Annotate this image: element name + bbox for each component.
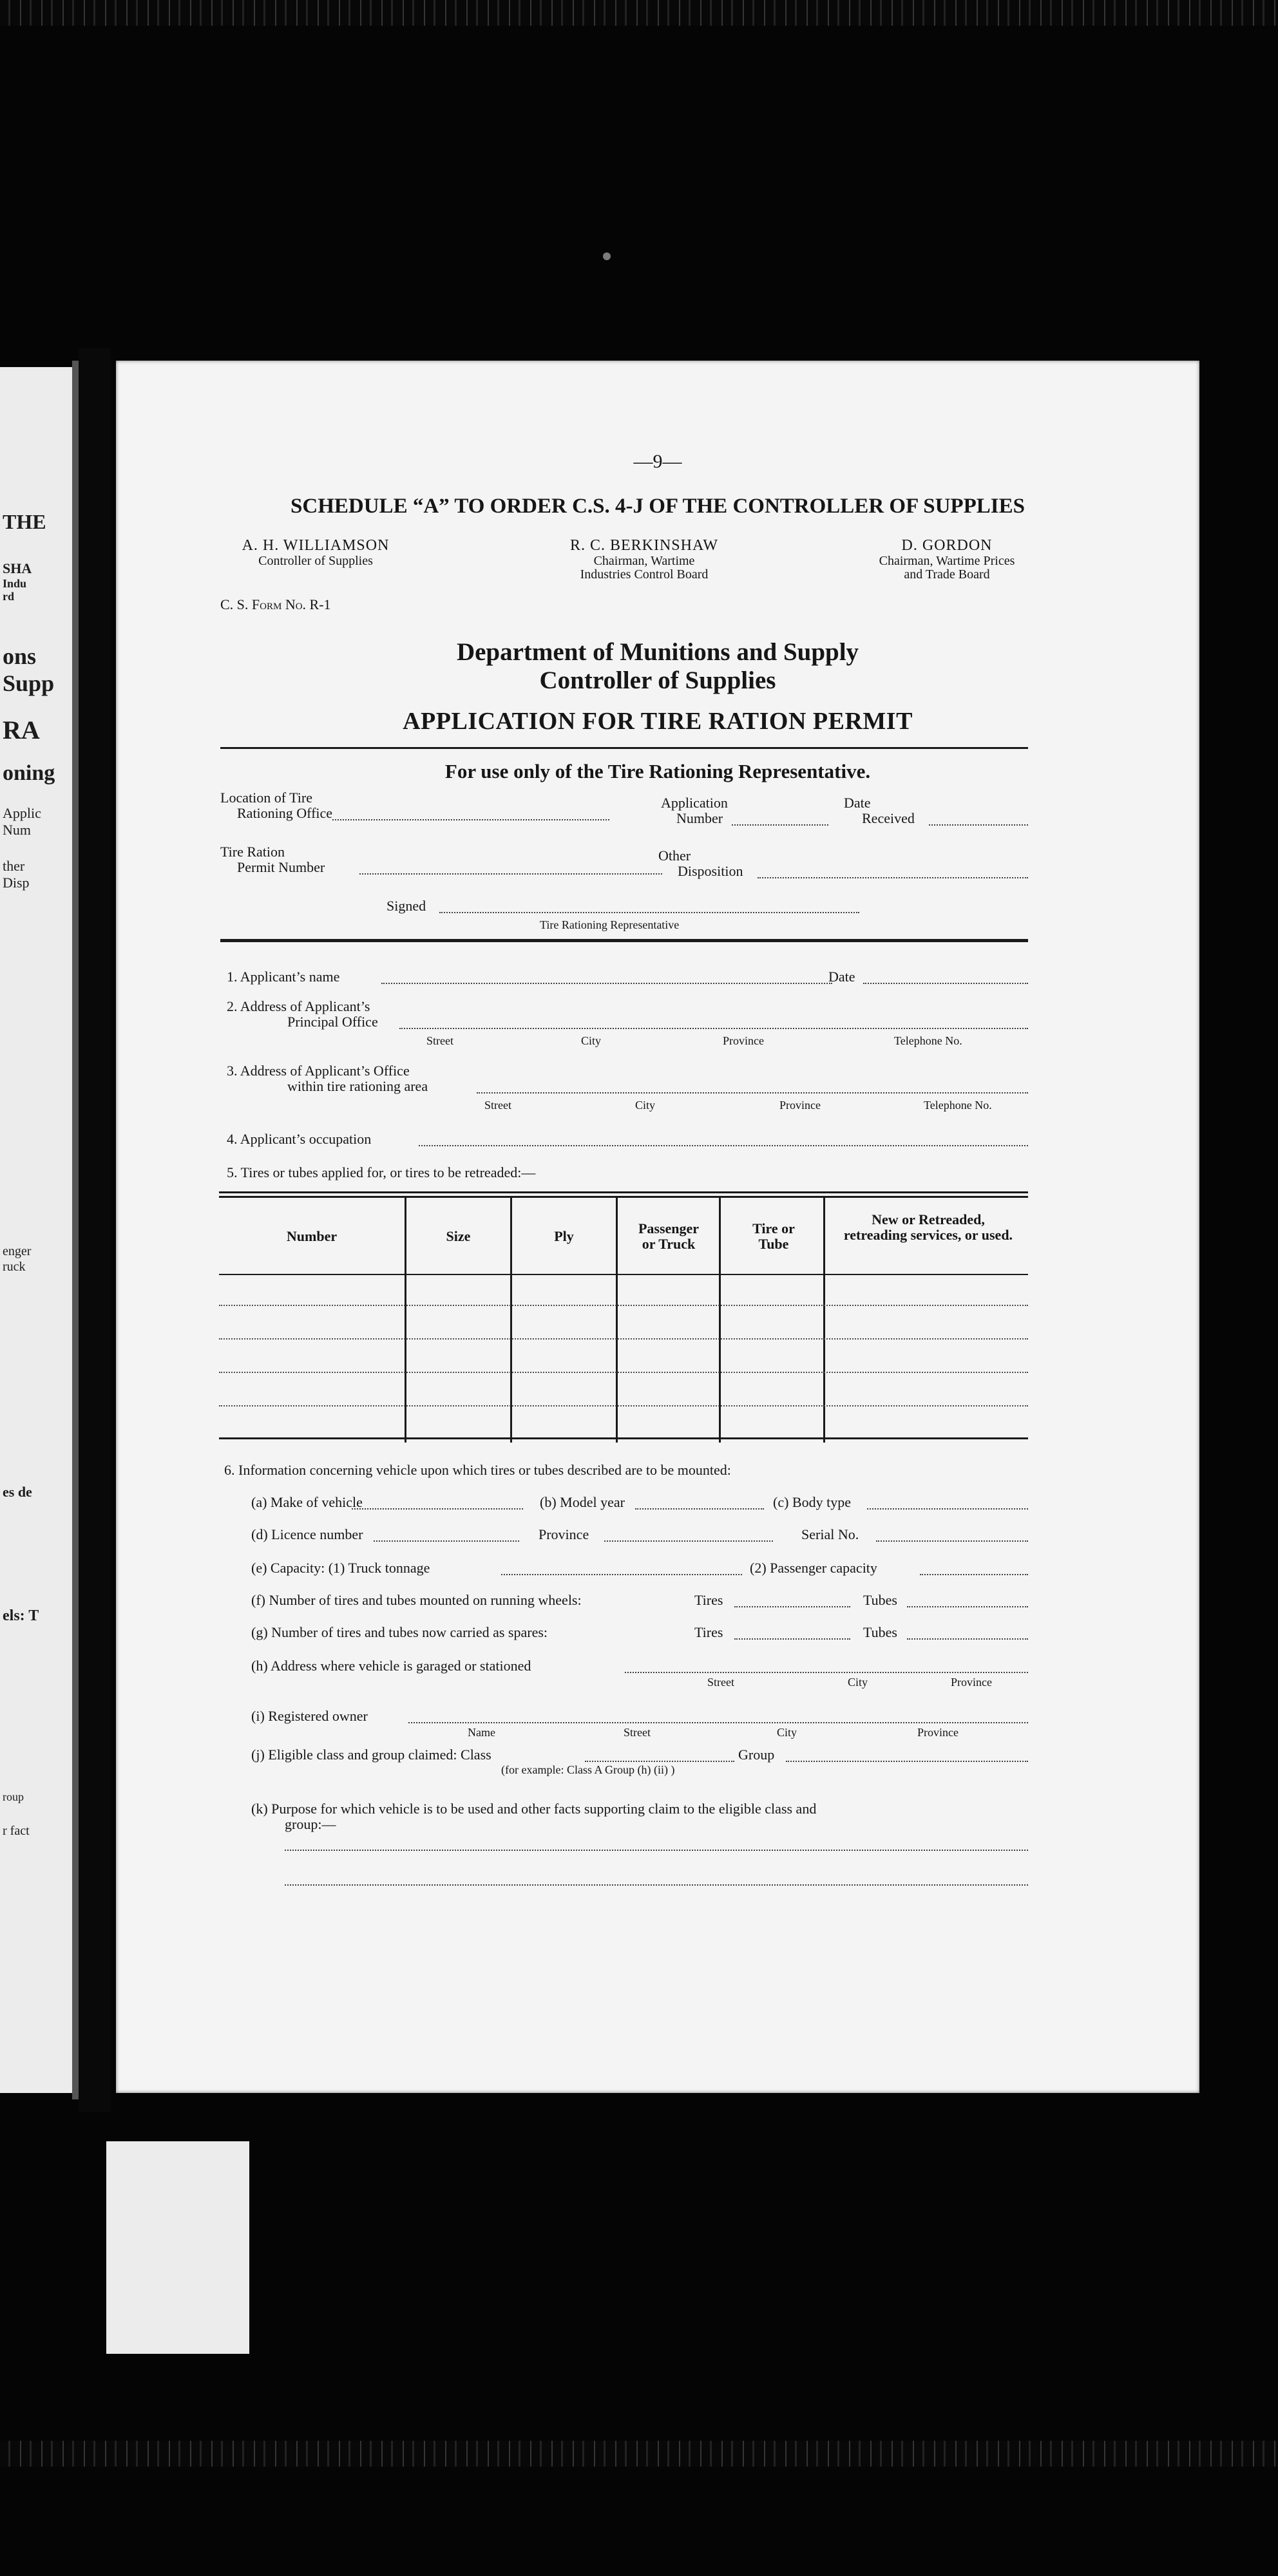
fragment-text: ruck [3, 1260, 26, 1274]
occupation-label: 4. Applicant’s occupation [227, 1131, 372, 1147]
garaged-province-caption: Province [951, 1676, 992, 1689]
eligible-class-field[interactable] [585, 1761, 734, 1762]
application-label: Application [661, 795, 728, 811]
vehicle-info-label: 6. Information concerning vehicle upon which tires or tubes described are to be mounted: [224, 1462, 731, 1478]
fragment-text: ther [3, 858, 25, 874]
fragment-text: Disp [3, 875, 30, 891]
signatory-title: Chairman, Wartime Prices and Trade Board [879, 554, 1015, 582]
paper-slip [106, 2141, 249, 2354]
passenger-capacity-field[interactable] [920, 1574, 1028, 1575]
application-title: APPLICATION FOR TIRE RATION PERMIT [403, 708, 913, 735]
signatory-2 [528, 537, 760, 582]
title-rule [220, 747, 1028, 749]
signed-field[interactable] [439, 912, 859, 913]
running-tires-field[interactable] [734, 1606, 850, 1607]
garaged-label: (h) Address where vehicle is garaged or stationed [251, 1658, 531, 1674]
province-label: Province [539, 1526, 589, 1542]
fragment-text: SHA [3, 560, 32, 576]
signed-caption: Tire Rationing Representative [540, 918, 680, 931]
principal-office-city-caption: City [581, 1034, 602, 1047]
garaged-street-caption: Street [707, 1676, 734, 1689]
signatory-title: Controller of Supplies [258, 554, 373, 568]
signatory-title: Chairman, Wartime Industries Control Board [580, 554, 709, 582]
permit-label-2: Permit Number [237, 859, 325, 875]
top-scan-edge [0, 0, 1278, 26]
office-use-heading: For use only of the Tire Rationing Representative. [444, 760, 871, 782]
serial-field[interactable] [876, 1540, 1028, 1542]
body-type-label: (c) Body type [773, 1494, 851, 1510]
fragment-text: r fact [3, 1824, 30, 1838]
model-year-field[interactable] [635, 1508, 764, 1510]
principal-office-field[interactable] [399, 1028, 1028, 1029]
table-row[interactable] [219, 1305, 1028, 1306]
make-label: (a) Make of vehicle [251, 1494, 363, 1510]
local-office-label: 3. Address of Applicant’s Office [227, 1063, 410, 1079]
signatory-name: A. H. WILLIAMSON [242, 537, 390, 554]
fragment-text: enger [3, 1244, 32, 1258]
col-new-retreaded: New or Retreaded, retreading services, or used. [843, 1211, 1013, 1243]
col-size: Size [446, 1228, 471, 1244]
purpose-label: (k) Purpose for which vehicle is to be used and other facts supporting claim to the eligible class and [251, 1801, 817, 1817]
fragment-text: els: T [3, 1607, 39, 1624]
spare-tires-label: Tires [694, 1624, 723, 1640]
group-field[interactable] [786, 1761, 1028, 1762]
schedule-title: SCHEDULE “A” TO ORDER C.S. 4-J OF THE CONTROLLER OF SUPPLIES [291, 495, 1025, 518]
spares-label: (g) Number of tires and tubes now carried as spares: [251, 1624, 548, 1640]
form-page [116, 361, 1199, 2093]
table-bottom-rule [219, 1437, 1028, 1439]
licence-field[interactable] [374, 1540, 519, 1542]
applicant-name-label: 1. Applicant’s name [227, 969, 340, 985]
bottom-scan-edge [0, 2441, 1278, 2467]
spare-tubes-label: Tubes [863, 1624, 897, 1640]
group-label: Group [738, 1747, 775, 1763]
province-field[interactable] [604, 1540, 773, 1542]
running-wheels-label: (f) Number of tires and tubes mounted on running wheels: [251, 1592, 582, 1608]
fragment-text: rd [3, 590, 14, 603]
signatory-1 [200, 537, 432, 568]
tires-applied-label: 5. Tires or tubes applied for, or tires to be retreaded:— [227, 1164, 536, 1180]
spare-tubes-field[interactable] [907, 1638, 1028, 1640]
location-label: Location of Tire [220, 790, 312, 806]
controller-title: Controller of Supplies [539, 667, 776, 694]
fragment-text: roup [3, 1790, 24, 1803]
fragment-text: ons [3, 643, 37, 669]
signatory-name: R. C. BERKINSHAW [569, 537, 719, 554]
occupation-field[interactable] [419, 1145, 1028, 1146]
date-received-label: Received [862, 810, 915, 826]
location-label-2: Rationing Office [237, 805, 333, 821]
form-number: C. S. Form No. R-1 [220, 596, 331, 612]
purpose-field[interactable] [285, 1850, 1028, 1851]
dust-speck [603, 252, 611, 260]
spare-tires-field[interactable] [734, 1638, 850, 1640]
signatory-name: D. GORDON [901, 537, 993, 554]
office-use-rule [220, 939, 1028, 942]
page-spine [79, 348, 111, 2112]
principal-office-street-caption: Street [426, 1034, 453, 1047]
table-row[interactable] [219, 1372, 1028, 1373]
location-field[interactable] [332, 819, 609, 820]
permit-number-field[interactable] [359, 873, 662, 875]
body-type-field[interactable] [867, 1508, 1028, 1510]
page-number: —9— [633, 451, 682, 472]
fragment-text: es de [3, 1484, 32, 1500]
date-label: Date [844, 795, 871, 811]
local-office-province-caption: Province [779, 1099, 821, 1112]
col-passenger-truck: Passenger or Truck [638, 1220, 700, 1252]
department-title: Department of Munitions and Supply [456, 638, 859, 666]
truck-tonnage-field[interactable] [501, 1574, 742, 1575]
principal-office-label: 2. Address of Applicant’s [227, 998, 370, 1014]
local-office-city-caption: City [635, 1099, 656, 1112]
registered-owner-field[interactable] [408, 1722, 1028, 1723]
fragment-text: RA [3, 715, 40, 744]
fragment-text: oning [3, 761, 55, 785]
owner-province-caption: Province [917, 1726, 958, 1739]
running-tubes-field[interactable] [907, 1606, 1028, 1607]
licence-label: (d) Licence number [251, 1526, 363, 1542]
make-field[interactable] [352, 1508, 523, 1510]
running-tires-label: Tires [694, 1592, 723, 1608]
col-number: Number [286, 1228, 338, 1244]
running-tubes-label: Tubes [863, 1592, 897, 1608]
local-office-telephone-caption: Telephone No. [924, 1099, 992, 1112]
local-office-label-2: within tire rationing area [287, 1078, 428, 1094]
principal-office-province-caption: Province [723, 1034, 764, 1047]
fragment-text: Supp [3, 670, 55, 696]
garaged-field[interactable] [625, 1672, 1028, 1673]
model-year-label: (b) Model year [540, 1494, 625, 1510]
signatory-3 [831, 537, 1063, 582]
local-office-street-caption: Street [484, 1099, 511, 1112]
table-row[interactable] [219, 1338, 1028, 1340]
applicant-name-field[interactable] [381, 983, 832, 984]
purpose-field-2[interactable] [285, 1884, 1028, 1886]
col-ply: Ply [554, 1228, 574, 1244]
date-label-item1: Date [828, 969, 855, 985]
other-label: Other [658, 848, 691, 864]
tire-table [219, 1191, 1028, 1443]
adjacent-page-fragment [0, 367, 79, 2093]
owner-name-caption: Name [468, 1726, 495, 1739]
application-number-field[interactable] [732, 824, 828, 826]
table-top-rule [219, 1191, 1028, 1193]
signed-label: Signed [386, 898, 426, 914]
col-tire-tube: Tire or Tube [752, 1220, 795, 1252]
table-top-rule-2 [219, 1196, 1028, 1198]
application-label-2: Number [676, 810, 723, 826]
owner-city-caption: City [777, 1726, 797, 1739]
date-received-field[interactable] [929, 824, 1028, 826]
local-office-field[interactable] [477, 1092, 1028, 1094]
principal-office-telephone-caption: Telephone No. [894, 1034, 962, 1047]
class-example-caption: (for example: Class A Group (h) (ii) ) [501, 1763, 675, 1776]
table-header-rule [219, 1274, 1028, 1275]
disposition-label: Disposition [678, 863, 743, 879]
truck-tonnage-label: (e) Capacity: (1) Truck tonnage [251, 1560, 430, 1576]
eligible-class-label: (j) Eligible class and group claimed: Class [251, 1747, 491, 1763]
permit-label: Tire Ration [220, 844, 285, 860]
table-row[interactable] [219, 1405, 1028, 1406]
fragment-text: Applic [3, 805, 41, 821]
principal-office-label-2: Principal Office [287, 1014, 378, 1030]
garaged-city-caption: City [848, 1676, 868, 1689]
passenger-capacity-label: (2) Passenger capacity [750, 1560, 877, 1576]
disposition-field[interactable] [758, 877, 1028, 878]
registered-owner-label: (i) Registered owner [251, 1708, 368, 1724]
purpose-label-2: group:— [285, 1816, 336, 1832]
fragment-text: Num [3, 822, 31, 838]
fragment-text: THE [3, 510, 46, 533]
owner-street-caption: Street [624, 1726, 651, 1739]
item1-date-field[interactable] [863, 983, 1028, 984]
serial-label: Serial No. [801, 1526, 859, 1542]
fragment-text: Indu [3, 577, 27, 590]
